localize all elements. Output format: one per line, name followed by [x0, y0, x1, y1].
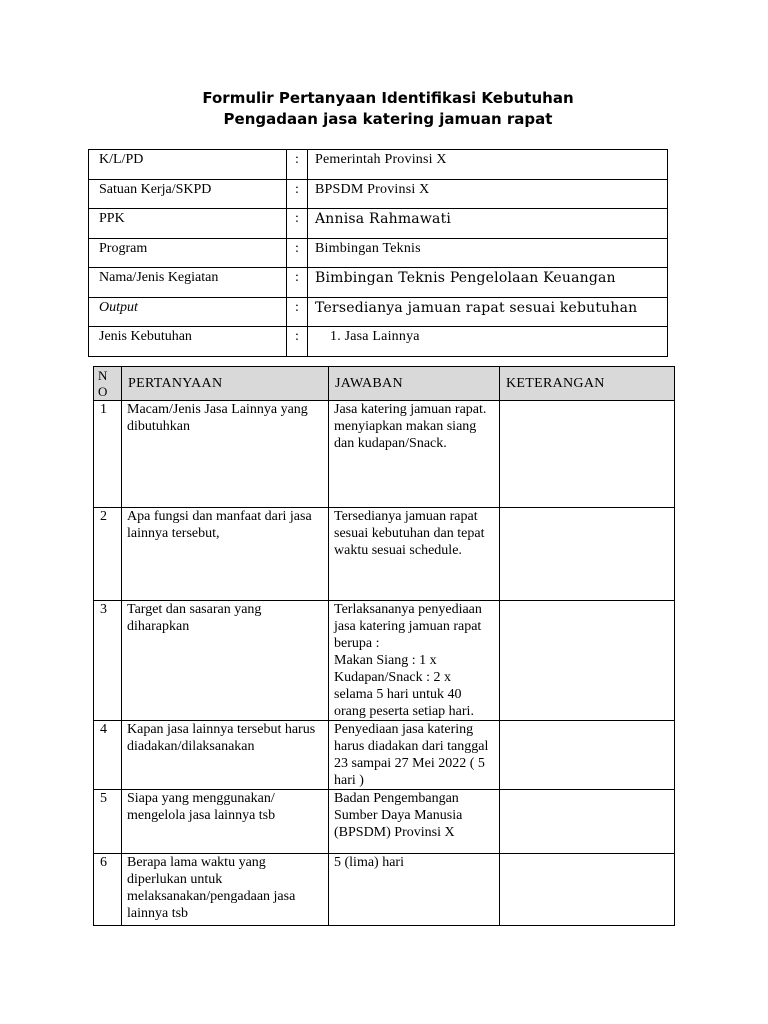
row-number: 1 [94, 401, 122, 508]
info-row [89, 238, 668, 268]
row-number: 4 [94, 721, 122, 790]
info-row [89, 179, 668, 209]
header-answer: JAWABAN [329, 367, 500, 401]
info-row [89, 297, 668, 327]
info-value: Bimbingan Teknis [308, 238, 668, 268]
info-colon: : [287, 297, 308, 327]
row-number: 2 [94, 508, 122, 601]
row-answer: Terlaksananya penyediaan jasa katering jamuan rapat berupa : Makan Siang : 1 x Kudapan/Snack : 2 x selama 5 hari untuk 40 orang peserta setiap hari. [329, 601, 500, 721]
table-row [94, 601, 675, 721]
info-colon: : [287, 209, 308, 239]
row-answer: Penyediaan jasa katering harus diadakan dari tanggal 23 sampai 27 Mei 2022 ( 5 hari ) [329, 721, 500, 790]
info-table [88, 149, 668, 357]
info-label: Nama/Jenis Kegiatan [89, 268, 287, 298]
row-number: 6 [94, 854, 122, 926]
header-question: PERTANYAAN [122, 367, 329, 401]
question-table [93, 366, 675, 926]
info-colon: : [287, 150, 308, 180]
row-number: 5 [94, 790, 122, 854]
info-row [89, 209, 668, 239]
form-title-line-1: Formulir Pertanyaan Identifikasi Kebutuhan [202, 89, 574, 107]
info-value: BPSDM Provinsi X [308, 179, 668, 209]
header-no: N O [94, 367, 122, 401]
info-label: K/L/PD [89, 150, 287, 180]
info-value: Tersedianya jamuan rapat sesuai kebutuhan [308, 297, 668, 327]
info-colon: : [287, 179, 308, 209]
row-number: 3 [94, 601, 122, 721]
question-table-header-row [94, 367, 675, 401]
info-row [89, 327, 668, 357]
info-label: Program [89, 238, 287, 268]
row-answer: Badan Pengembangan Sumber Daya Manusia (BPSDM) Provinsi X [329, 790, 500, 854]
info-label: Output [89, 297, 287, 327]
table-row [94, 508, 675, 601]
row-question: Berapa lama waktu yang diperlukan untuk melaksanakan/pengadaan jasa lainnya tsb [122, 854, 329, 926]
table-row [94, 790, 675, 854]
row-answer: Tersedianya jamuan rapat sesuai kebutuhan dan tepat waktu sesuai schedule. [329, 508, 500, 601]
info-colon: : [287, 327, 308, 357]
row-note [500, 721, 675, 790]
form-title-line-2: Pengadaan jasa katering jamuan rapat [223, 110, 553, 128]
table-row [94, 401, 675, 508]
row-question: Siapa yang menggunakan/ mengelola jasa lainnya tsb [122, 790, 329, 854]
header-note: KETERANGAN [500, 367, 675, 401]
info-label: Jenis Kebutuhan [89, 327, 287, 357]
row-question: Kapan jasa lainnya tersebut harus diadakan/dilaksanakan [122, 721, 329, 790]
row-question: Apa fungsi dan manfaat dari jasa lainnya tersebut, [122, 508, 329, 601]
row-answer: Jasa katering jamuan rapat. menyiapkan makan siang dan kudapan/Snack. [329, 401, 500, 508]
table-row [94, 721, 675, 790]
info-row [89, 268, 668, 298]
row-note [500, 401, 675, 508]
row-answer: 5 (lima) hari [329, 854, 500, 926]
row-note [500, 508, 675, 601]
info-label: PPK [89, 209, 287, 239]
row-question: Target dan sasaran yang diharapkan [122, 601, 329, 721]
row-note [500, 601, 675, 721]
info-colon: : [287, 268, 308, 298]
info-colon: : [287, 238, 308, 268]
info-row [89, 150, 668, 180]
info-label: Satuan Kerja/SKPD [89, 179, 287, 209]
info-value: Annisa Rahmawati [308, 209, 668, 239]
info-value: Pemerintah Provinsi X [308, 150, 668, 180]
table-row [94, 854, 675, 926]
row-note [500, 854, 675, 926]
row-note [500, 790, 675, 854]
info-value: Bimbingan Teknis Pengelolaan Keuangan [308, 268, 668, 298]
row-question: Macam/Jenis Jasa Lainnya yang dibutuhkan [122, 401, 329, 508]
info-value: 1. Jasa Lainnya [308, 327, 668, 357]
